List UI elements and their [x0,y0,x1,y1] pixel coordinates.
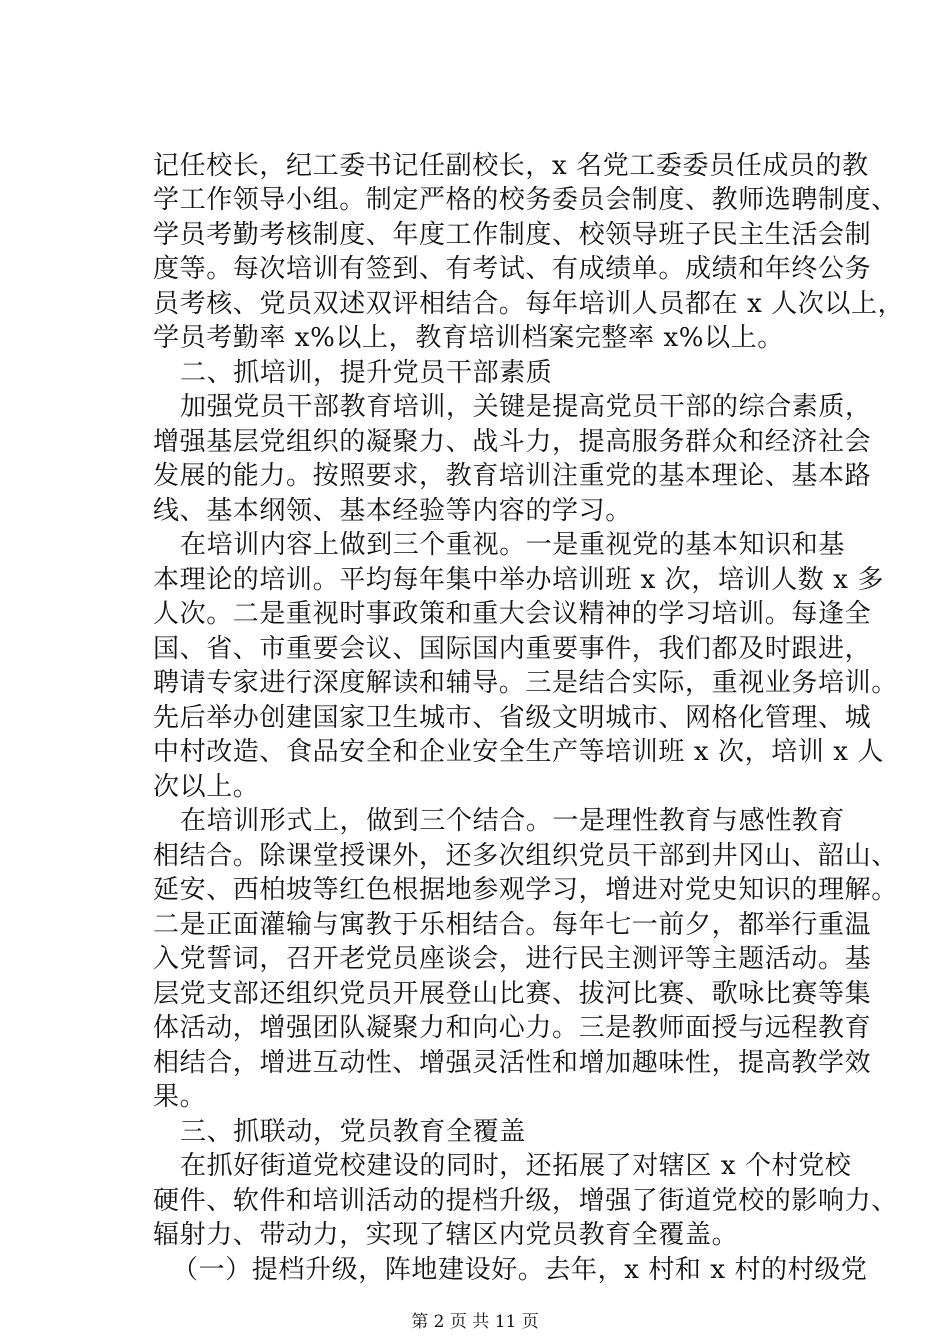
text-line: 发展的能力。按照要求，教育培训注重党的基本理论、基本路 [153,461,872,491]
text-line: 次以上。 [153,772,260,802]
text-line: 在抓好街道党校建设的同时，还拓展了对辖区 x 个村党校 [180,1151,852,1181]
text-line: 硬件、软件和培训活动的提档升级，增强了街道党校的影响力、 [153,1186,898,1216]
text-line: 层党支部还组织党员开展登山比赛、拔河比赛、歌咏比赛等集 [153,979,872,1009]
text-line: 加强党员干部教育培训，关键是提高党员干部的综合素质， [180,392,872,422]
text-line: 辐射力、带动力，实现了辖区内党员教育全覆盖。 [153,1220,739,1250]
text-line: 记任校长，纪工委书记任副校长，x 名党工委委员任成员的教 [153,151,869,181]
text-line: 果。 [153,1082,207,1112]
page-number-footer: 第 2 页 共 11 页 [411,1312,539,1332]
text-line: 学员考勤考核制度、年度工作制度、校领导班子民主生活会制 [153,220,872,250]
text-line: 学工作领导小组。制定严格的校务委员会制度、教师选聘制度、 [153,185,898,215]
text-line: 在培训内容上做到三个重视。一是重视党的基本知识和基 [180,530,846,560]
text-line: 二是正面灌输与寓教于乐相结合。每年七一前夕，都举行重温 [153,910,872,940]
text-line: 增强基层党组织的凝聚力、战斗力，提高服务群众和经济社会 [153,427,872,457]
text-line: 在培训形式上，做到三个结合。一是理性教育与感性教育 [180,806,846,836]
text-line: 员考核、党员双述双评相结合。每年培训人员都在 x 人次以上， [153,289,905,319]
text-line: 体活动，增强团队凝聚力和向心力。三是教师面授与远程教育 [153,1013,872,1043]
text-line: 度等。每次培训有签到、有考试、有成绩单。成绩和年终公务 [153,254,872,284]
text-line: 相结合。除课堂授课外，还多次组织党员干部到井冈山、韶山、 [153,841,898,871]
text-line: 延安、西柏坡等红色根据地参观学习，增进对党史知识的理解。 [153,875,898,905]
text-line: 相结合，增进互动性、增强灵活性和增加趣味性，提高教学效 [153,1048,872,1078]
section-heading: 三、抓联动，党员教育全覆盖 [180,1117,526,1147]
text-line: （一）提档升级，阵地建设好。去年，x 村和 x 村的村级党 [172,1255,868,1285]
text-line: 学员考勤率 x%以上，教育培训档案完整率 x%以上。 [153,323,784,353]
text-line: 中村改造、食品安全和企业安全生产等培训班 x 次，培训 x 人 [153,737,884,767]
text-line: 先后举办创建国家卫生城市、省级文明城市、网格化管理、城 [153,703,872,733]
text-line: 本理论的培训。平均每年集中举办培训班 x 次，培训人数 x 多 [153,565,884,595]
text-line: 人次。二是重视时事政策和重大会议精神的学习培训。每逢全 [153,599,872,629]
text-line: 聘请专家进行深度解读和辅导。三是结合实际，重视业务培训。 [153,668,898,698]
text-line: 线、基本纲领、基本经验等内容的学习。 [153,496,632,526]
section-heading: 二、抓培训，提升党员干部素质 [180,358,553,388]
text-line: 国、省、市重要会议、国际国内重要事件，我们都及时跟进， [153,634,872,664]
text-line: 入党誓词，召开老党员座谈会，进行民主测评等主题活动。基 [153,944,872,974]
